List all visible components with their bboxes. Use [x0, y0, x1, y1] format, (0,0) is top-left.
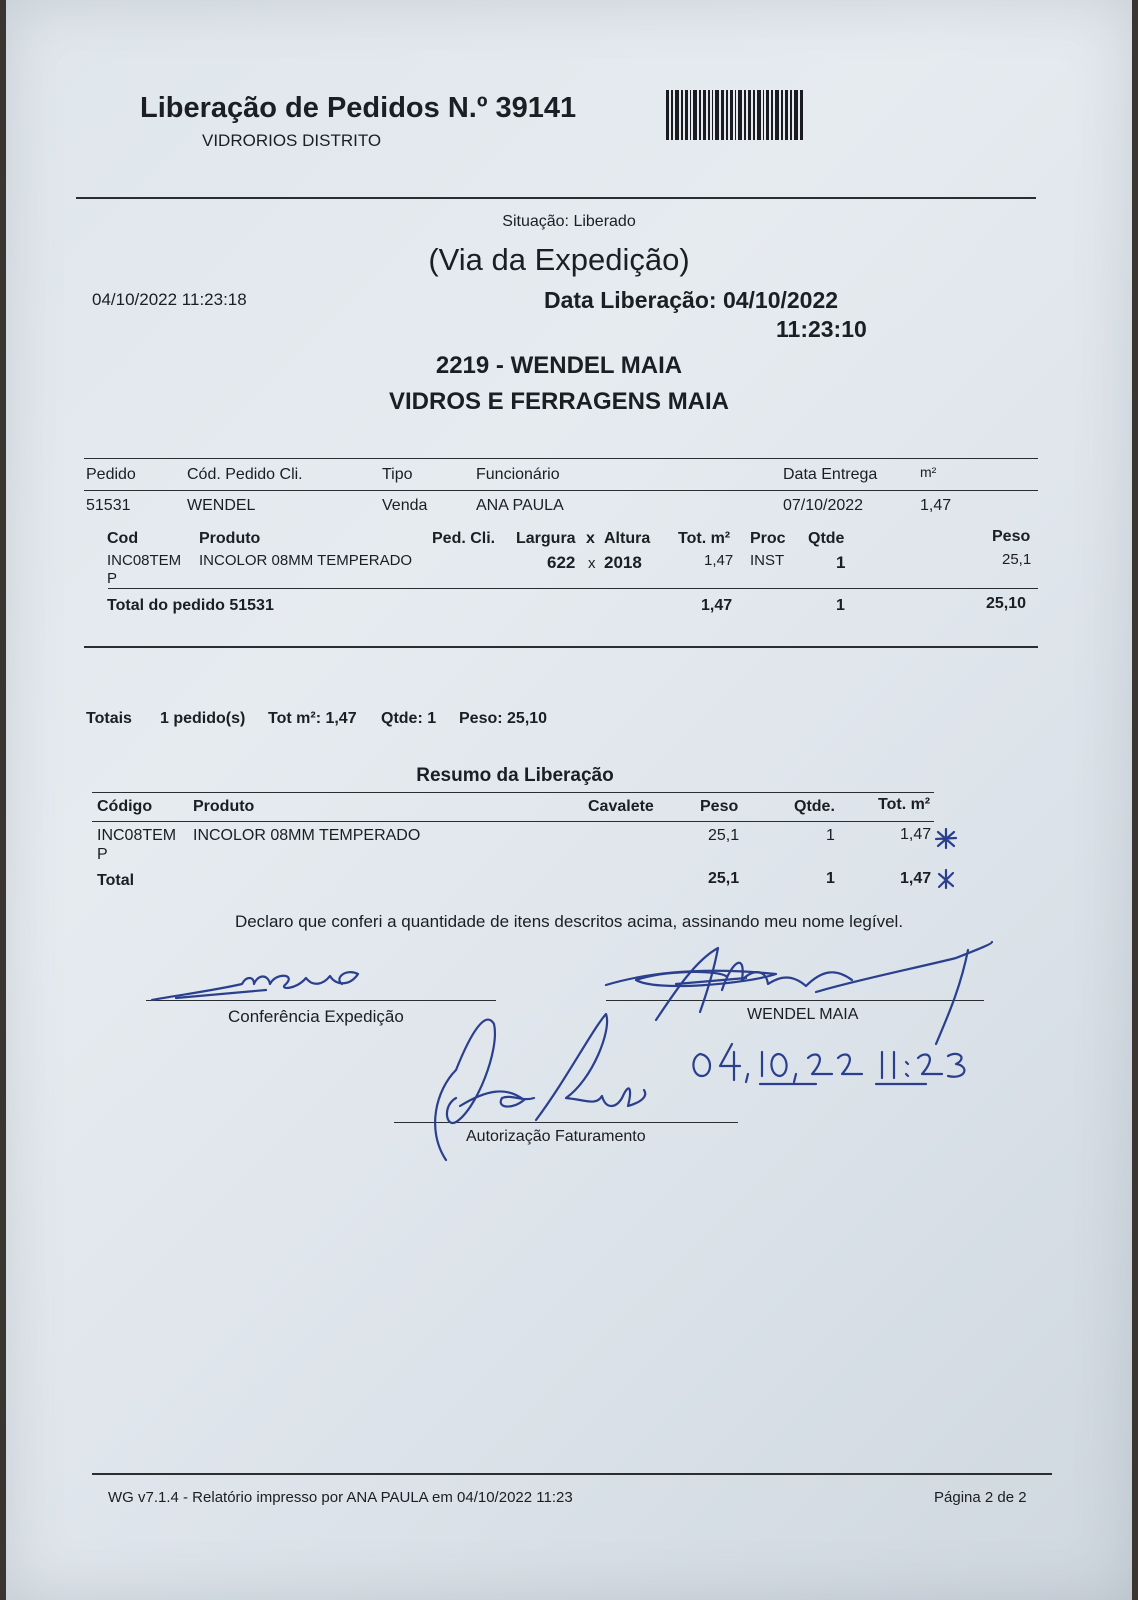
item-header-cod: Cod — [107, 530, 139, 547]
footer-report-info: WG v7.1.4 - Relatório impresso por ANA PAULA em 04/10/2022 11:23 — [108, 1489, 573, 1506]
barcode — [666, 90, 840, 140]
item-header-proc: Proc — [750, 530, 786, 547]
totals-label: Totais — [86, 710, 132, 727]
signature-conferencia — [146, 960, 376, 1010]
declaration-text: Declaro que conferi a quantidade de itens descritos acima, assinando meu nome legível. — [234, 912, 904, 931]
item-header-altura: Altura — [604, 530, 651, 547]
summary-header-tot-m2: Tot. m² — [878, 796, 931, 813]
summary-total-qtde: 1 — [826, 870, 835, 887]
item-header-x: x — [586, 530, 595, 547]
summary-produto: INCOLOR 08MM TEMPERADO — [193, 827, 421, 844]
summary-qtde: 1 — [826, 827, 835, 844]
item-header-produto: Produto — [199, 530, 261, 547]
order-header-funcionario: Funcionário — [476, 466, 560, 483]
client-company: VIDROS E FERRAGENS MAIA — [388, 388, 730, 415]
totals-pedidos: 1 pedido(s) — [160, 710, 246, 727]
check-mark-total — [939, 870, 953, 888]
order-m2: 1,47 — [920, 497, 952, 514]
order-table-bottom-rule — [84, 646, 1038, 648]
item-header-peso: Peso — [992, 528, 1031, 545]
order-cod-cli: WENDEL — [187, 497, 256, 514]
summary-header-produto: Produto — [193, 798, 255, 815]
item-header-ped-cli: Ped. Cli. — [432, 530, 496, 547]
summary-codigo-line1: INC08TEM — [97, 827, 177, 844]
order-header-m2: m² — [920, 464, 937, 480]
summary-header-qtde: Qtde. — [794, 798, 835, 815]
summary-top-rule — [92, 792, 934, 793]
release-date: Data Liberação: 04/10/2022 — [544, 287, 839, 313]
order-total-peso: 25,10 — [986, 595, 1027, 612]
item-largura: 622 — [547, 553, 576, 572]
order-table-top-rule — [84, 458, 1038, 459]
item-x: x — [588, 555, 596, 572]
status-label: Situação: Liberado — [502, 213, 636, 230]
item-header-largura: Largura — [516, 530, 576, 547]
totals-m2: Tot m²: 1,47 — [268, 710, 357, 727]
item-altura: 2018 — [604, 553, 642, 572]
item-produto: INCOLOR 08MM TEMPERADO — [199, 552, 413, 569]
item-cod-line2: P — [107, 570, 118, 587]
item-header-qtde: Qtde — [808, 530, 845, 547]
company-name: VIDRORIOS DISTRITO — [202, 131, 382, 150]
handwritten-check-marks — [934, 826, 962, 896]
item-peso: 25,1 — [1002, 551, 1032, 568]
order-funcionario: ANA PAULA — [476, 497, 564, 514]
item-cod-line1: INC08TEM — [107, 552, 182, 569]
summary-header-rule — [92, 821, 934, 822]
summary-header-codigo: Código — [97, 798, 153, 815]
header-divider — [76, 197, 1036, 199]
summary-peso: 25,1 — [708, 827, 740, 844]
footer-page-number: Página 2 de 2 — [934, 1489, 1027, 1506]
client-code-name: 2219 - WENDEL MAIA — [435, 352, 683, 379]
item-proc: INST — [750, 552, 785, 569]
item-header-tot-m2: Tot. m² — [678, 530, 731, 547]
order-header-tipo: Tipo — [382, 466, 413, 483]
order-pedido: 51531 — [86, 497, 131, 514]
summary-header-cavalete: Cavalete — [588, 798, 654, 815]
footer-rule — [92, 1473, 1052, 1475]
signature-label-conferencia: Conferência Expedição — [228, 1007, 404, 1026]
item-tot-m2: 1,47 — [704, 552, 734, 569]
item-qtde: 1 — [836, 553, 846, 572]
signature-autorizacao — [416, 1010, 676, 1180]
summary-total-peso: 25,1 — [708, 870, 740, 887]
document-title: Liberação de Pedidos N.º 39141 — [140, 92, 577, 124]
order-header-cod-cli: Cód. Pedido Cli. — [187, 466, 303, 483]
signature-label-autorizacao: Autorização Faturamento — [466, 1128, 646, 1145]
summary-total-tot-m2: 1,47 — [900, 870, 932, 887]
summary-header-peso: Peso — [700, 798, 739, 815]
order-header-pedido: Pedido — [86, 466, 136, 483]
summary-codigo-line2: P — [97, 846, 108, 863]
summary-title: Resumo da Liberação — [416, 765, 614, 786]
document-page — [6, 0, 1132, 1600]
order-total-qtde: 1 — [836, 597, 845, 614]
release-time: 11:23:10 — [776, 316, 867, 342]
handwritten-date — [686, 1040, 986, 1100]
summary-tot-m2: 1,47 — [900, 826, 932, 843]
signature-label-cliente: WENDEL MAIA — [747, 1006, 859, 1023]
totals-qtde: Qtde: 1 — [381, 710, 437, 727]
copy-label: (Via da Expedição) — [428, 242, 690, 277]
order-tipo: Venda — [382, 497, 428, 514]
order-total-label: Total do pedido 51531 — [107, 597, 274, 614]
item-total-rule — [108, 588, 1038, 589]
order-data-entrega: 07/10/2022 — [783, 497, 864, 514]
order-header-data-entrega: Data Entrega — [783, 466, 878, 483]
order-total-m2: 1,47 — [701, 597, 733, 614]
summary-total-label: Total — [97, 872, 135, 889]
print-datetime: 04/10/2022 11:23:18 — [92, 290, 247, 309]
order-header-rule — [84, 490, 1038, 491]
totals-peso: Peso: 25,10 — [459, 710, 548, 727]
check-mark-row — [936, 829, 956, 848]
